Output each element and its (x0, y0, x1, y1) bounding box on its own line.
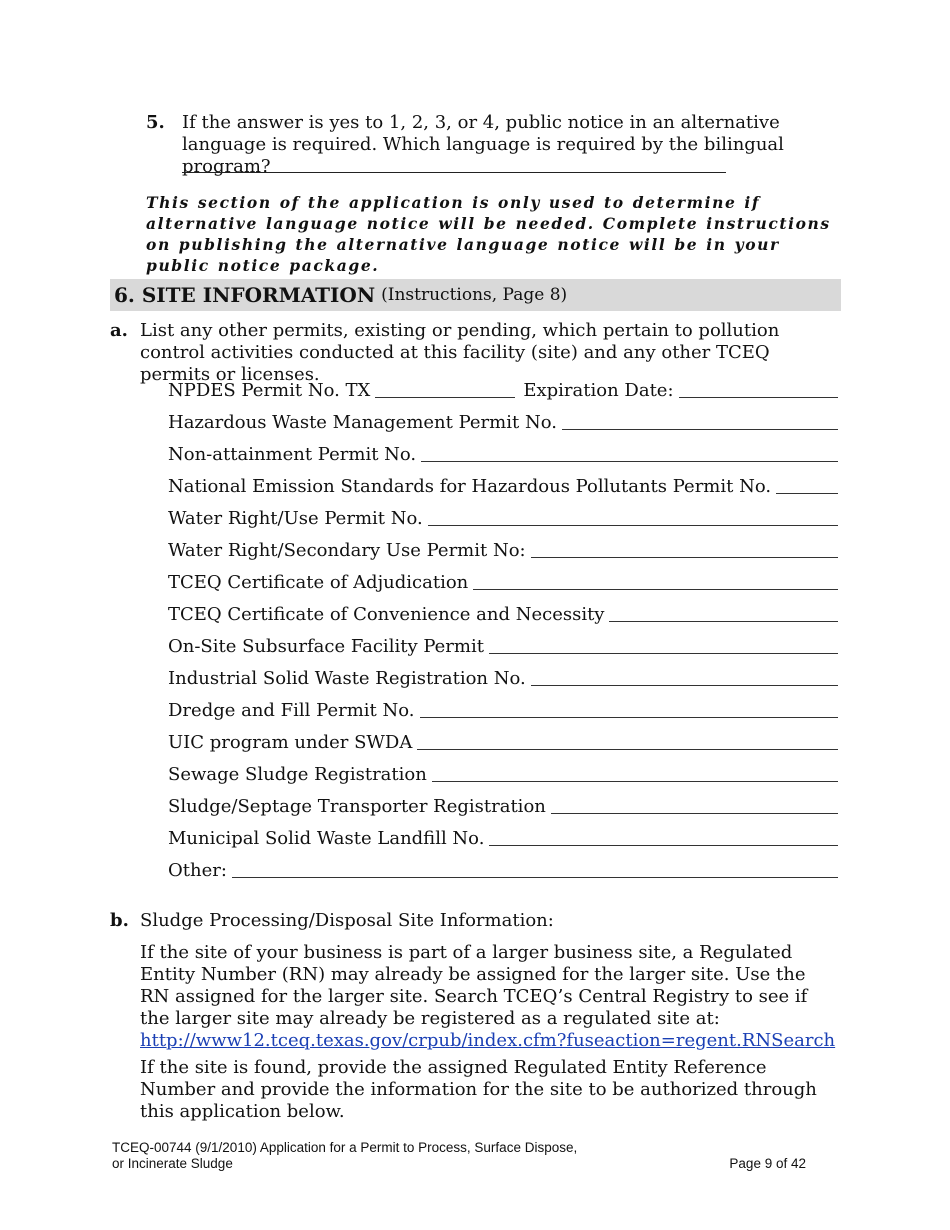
permit-row-convenience (168, 604, 838, 626)
neshap-field[interactable] (776, 493, 838, 494)
section-title: 6. SITE INFORMATION (114, 283, 376, 307)
expiration-field[interactable] (679, 397, 838, 398)
industrial-solid-waste-label: Industrial Solid Waste Registration No. (168, 668, 526, 689)
permit-row-sewage-sludge (168, 764, 838, 786)
permit-row-sludge-transporter (168, 796, 838, 818)
water-right-secondary-field[interactable] (531, 557, 838, 558)
item-b-text: Sludge Processing/Disposal Site Information: (140, 910, 554, 931)
site-found-instructions: If the site is found, provide the assigned Regulated Entity Reference Number and provide the information for the site to be authorized through this application below. (140, 1057, 817, 1122)
section-subtitle: (Instructions, Page 8) (381, 285, 568, 305)
adjudication-field[interactable] (473, 589, 838, 590)
question-number: 5. (146, 112, 165, 133)
onsite-subsurface-label: On-Site Subsurface Facility Permit (168, 636, 484, 657)
npdes-field[interactable] (375, 397, 515, 398)
non-attainment-label: Non-attainment Permit No. (168, 444, 417, 465)
permit-row-water-right-secondary (168, 540, 838, 562)
question-text: If the answer is yes to 1, 2, 3, or 4, public notice in an alternative language is required. Which language is required by the bilingual program? (182, 112, 784, 177)
convenience-label: TCEQ Certificate of Convenience and Necessity (168, 604, 605, 625)
permit-row-hazardous-waste (168, 412, 838, 434)
item-b-label: b. (110, 910, 129, 931)
hazardous-waste-field[interactable] (562, 429, 838, 430)
sludge-transporter-field[interactable] (551, 813, 838, 814)
permit-row-other (168, 860, 838, 882)
industrial-solid-waste-field[interactable] (531, 685, 838, 686)
section-header (110, 279, 841, 311)
alternative-language-note: This section of the application is only used to determine if alternative language notice will be needed. Complete instructions on publishing the alternative language notice will be in your public notice package. (146, 193, 831, 275)
neshap-label: National Emission Standards for Hazardous Pollutants Permit No. (168, 476, 772, 497)
other-field[interactable] (232, 877, 838, 878)
expiration-label: Expiration Date: (523, 380, 674, 401)
permit-row-neshap (168, 476, 838, 498)
uic-label: UIC program under SWDA (168, 732, 413, 753)
msw-landfill-label: Municipal Solid Waste Landfill No. (168, 828, 485, 849)
permit-row-onsite-subsurface (168, 636, 838, 658)
water-right-field[interactable] (428, 525, 838, 526)
permit-row-water-right (168, 508, 838, 530)
dredge-fill-label: Dredge and Fill Permit No. (168, 700, 415, 721)
permit-row-non-attainment (168, 444, 838, 466)
permit-row-npdes (168, 380, 838, 402)
sewage-sludge-field[interactable] (432, 781, 838, 782)
page-number: Page 9 of 42 (729, 1156, 806, 1171)
water-right-label: Water Right/Use Permit No. (168, 508, 423, 529)
permit-row-uic (168, 732, 838, 754)
language-answer-line[interactable] (182, 172, 726, 173)
npdes-label: NPDES Permit No. TX (168, 380, 371, 401)
item-a-text: List any other permits, existing or pending, which pertain to pollution control activities conducted at this facility (site) and any other TCEQ permits or licenses. (140, 320, 780, 385)
permit-row-adjudication (168, 572, 838, 594)
rn-search-link[interactable]: http://www12.tceq.texas.gov/crpub/index.cfm?fuseaction=regent.RNSearch (140, 1030, 836, 1051)
footer-form-title: or Incinerate Sludge (112, 1156, 233, 1171)
rn-instructions-text: If the site of your business is part of a larger business site, a Regulated Entity Number (RN) may already be assigned for the larger site. Use the RN assigned for the larger site. Search TCEQ’s Central Registry to see if the larger site may already be registered as a regulated site at: (140, 942, 808, 1029)
permit-row-dredge-fill (168, 700, 838, 722)
item-a-label: a. (110, 320, 128, 341)
adjudication-label: TCEQ Certificate of Adjudication (168, 572, 469, 593)
sewage-sludge-label: Sewage Sludge Registration (168, 764, 427, 785)
rn-instructions (140, 942, 840, 1052)
sludge-transporter-label: Sludge/Septage Transporter Registration (168, 796, 546, 817)
onsite-subsurface-field[interactable] (489, 653, 838, 654)
page-footer (112, 1140, 812, 1172)
water-right-secondary-label: Water Right/Secondary Use Permit No: (168, 540, 526, 561)
msw-landfill-field[interactable] (489, 845, 838, 846)
dredge-fill-field[interactable] (420, 717, 839, 718)
permit-row-industrial-solid-waste (168, 668, 838, 690)
other-label: Other: (168, 860, 227, 881)
uic-field[interactable] (417, 749, 838, 750)
footer-form-id: TCEQ-00744 (9/1/2010) Application for a Permit to Process, Surface Dispose, (112, 1140, 578, 1155)
permit-row-msw-landfill (168, 828, 838, 850)
convenience-field[interactable] (609, 621, 838, 622)
non-attainment-field[interactable] (421, 461, 838, 462)
hazardous-waste-label: Hazardous Waste Management Permit No. (168, 412, 557, 433)
